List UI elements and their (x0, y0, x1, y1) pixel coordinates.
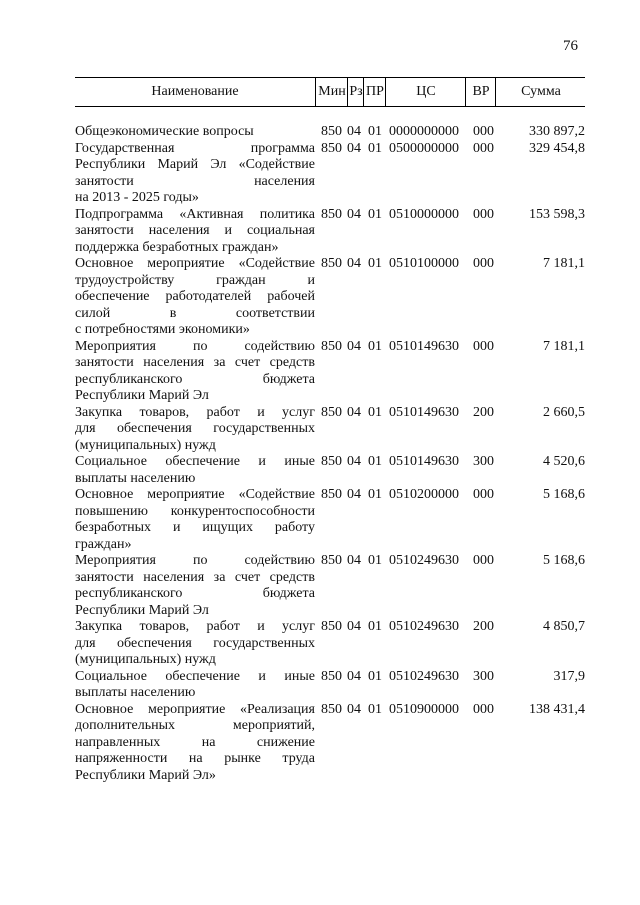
row-min: 850 (321, 553, 342, 568)
header-cs: ЦС (385, 78, 466, 106)
row-name-line: занятости населения за счет средств (75, 569, 315, 585)
row-rz: 04 (347, 206, 361, 222)
row-name (75, 256, 315, 339)
row-pr: 01 (368, 701, 382, 717)
row-pr: 01 (368, 256, 382, 271)
row-name-line: Государственная программа (75, 140, 315, 156)
row-min: 850 (321, 701, 342, 717)
row-pr: 01 (368, 553, 382, 568)
row-cs: 0000000000 (389, 124, 459, 139)
row-pr: 01 (368, 404, 382, 420)
header-min: Мин (315, 78, 348, 106)
row-name-line: Республики Марий Эл (75, 602, 209, 618)
row-name-line: на 2013 - 2025 годы» (75, 190, 199, 205)
table-row (75, 487, 585, 553)
row-name (75, 207, 315, 257)
row-sum: 330 897,2 (529, 124, 585, 139)
row-name-line: для обеспечения государственных (75, 421, 315, 436)
row-name-line: Основное мероприятие «Реализация (75, 701, 315, 717)
row-rz: 04 (347, 701, 361, 717)
row-name (75, 553, 315, 619)
row-cs: 0510149630 (389, 404, 459, 420)
row-sum: 4 520,6 (543, 454, 585, 469)
row-cs: 0510249630 (389, 553, 459, 568)
row-name-line: Социальное обеспечение и иные (75, 454, 315, 469)
row-name-line: Закупка товаров, работ и услуг (75, 404, 315, 420)
row-name-line: граждан» (75, 536, 132, 552)
row-name (75, 669, 315, 702)
row-sum: 2 660,5 (543, 404, 585, 420)
row-rz: 04 (347, 454, 361, 469)
row-vr: 000 (473, 553, 494, 568)
row-rz: 04 (347, 553, 361, 568)
table-row (75, 207, 585, 257)
row-rz: 04 (347, 487, 361, 502)
row-name-line: республиканского бюджета (75, 586, 315, 601)
row-cs: 0510249630 (389, 619, 459, 634)
row-vr: 300 (473, 668, 494, 684)
row-cs: 0510149630 (389, 338, 459, 354)
row-name-line: (муниципальных) нужд (75, 437, 216, 453)
row-sum: 329 454,8 (529, 140, 585, 156)
row-pr: 01 (368, 140, 382, 156)
row-name-line: занятости населения за счет средств (75, 355, 315, 370)
row-cs: 0510000000 (389, 206, 459, 222)
row-pr: 01 (368, 487, 382, 502)
row-name-line: Республики Марий Эл (75, 388, 209, 403)
table-row (75, 124, 585, 141)
row-name-line: для обеспечения государственных (75, 635, 315, 651)
row-sum: 4 850,7 (543, 619, 585, 634)
row-name-line: Закупка товаров, работ и услуг (75, 619, 315, 634)
row-name-line: повышению конкурентоспособности (75, 503, 315, 519)
budget-table (75, 77, 585, 784)
row-name (75, 141, 315, 207)
table-row (75, 702, 585, 785)
row-sum: 138 431,4 (529, 701, 585, 717)
row-name-line: республиканского бюджета (75, 371, 315, 387)
row-name-line: Социальное обеспечение и иные (75, 668, 315, 684)
row-name-line: Подпрограмма «Активная политика (75, 206, 315, 222)
row-rz: 04 (347, 140, 361, 156)
row-pr: 01 (368, 124, 382, 139)
row-name-line: безработных и ищущих работу (75, 520, 315, 535)
row-name-line: занятости населения (75, 173, 315, 189)
row-name-line: обеспечение работодателей рабочей (75, 289, 315, 304)
row-name-line: поддержка безработных граждан» (75, 239, 279, 255)
row-sum: 5 168,6 (543, 487, 585, 502)
row-name-line: выплаты населению (75, 470, 196, 486)
row-min: 850 (321, 338, 342, 354)
row-vr: 000 (473, 338, 494, 354)
row-name-line: напряженности на рынке труда (75, 751, 315, 766)
row-rz: 04 (347, 124, 361, 139)
row-name-line: Мероприятия по содействию (75, 338, 315, 354)
row-pr: 01 (368, 668, 382, 684)
table-header (75, 77, 585, 107)
row-min: 850 (321, 454, 342, 469)
row-name-line: выплаты населению (75, 685, 196, 700)
row-name-line: Основное мероприятие «Содействие (75, 487, 315, 502)
row-vr: 000 (473, 140, 494, 156)
row-vr: 000 (473, 487, 494, 502)
row-name (75, 124, 315, 141)
row-cs: 0510249630 (389, 668, 459, 684)
row-name-line: направленных на снижение (75, 734, 315, 750)
row-name-line: трудоустройству граждан и (75, 272, 315, 288)
table-row (75, 141, 585, 207)
row-rz: 04 (347, 619, 361, 634)
table-row (75, 405, 585, 455)
row-name-line: Общеэкономические вопросы (75, 124, 254, 139)
row-name (75, 405, 315, 455)
row-min: 850 (321, 206, 342, 222)
table-row (75, 669, 585, 702)
row-min: 850 (321, 256, 342, 271)
header-vr: ВР (465, 78, 496, 106)
row-rz: 04 (347, 404, 361, 420)
row-pr: 01 (368, 338, 382, 354)
row-min: 850 (321, 404, 342, 420)
header-rz: Рз (347, 78, 364, 106)
row-name (75, 702, 315, 785)
row-sum: 153 598,3 (529, 206, 585, 222)
row-name-line: Республики Марий Эл «Содействие (75, 157, 315, 172)
row-cs: 0500000000 (389, 140, 459, 156)
row-vr: 300 (473, 454, 494, 469)
row-name-line: с потребностями экономики» (75, 322, 250, 337)
row-name-line: дополнительных мероприятий, (75, 718, 315, 733)
row-vr: 200 (473, 619, 494, 634)
header-sum: Сумма (495, 78, 586, 106)
row-sum: 317,9 (553, 668, 585, 684)
row-rz: 04 (347, 256, 361, 271)
table-row (75, 619, 585, 669)
row-cs: 0510200000 (389, 487, 459, 502)
row-name (75, 619, 315, 669)
row-min: 850 (321, 124, 342, 139)
row-name-line: занятости населения и социальная (75, 223, 315, 238)
row-name (75, 454, 315, 487)
row-sum: 7 181,1 (543, 338, 585, 354)
row-cs: 0510100000 (389, 256, 459, 271)
table-row (75, 454, 585, 487)
header-name: Наименование (151, 84, 239, 99)
row-rz: 04 (347, 338, 361, 354)
row-vr: 000 (473, 256, 494, 271)
row-min: 850 (321, 487, 342, 502)
row-vr: 000 (473, 124, 494, 139)
table-row (75, 339, 585, 405)
header-pr: ПР (363, 78, 386, 106)
row-pr: 01 (368, 454, 382, 469)
row-pr: 01 (368, 206, 382, 222)
row-sum: 7 181,1 (543, 256, 585, 271)
row-rz: 04 (347, 668, 361, 684)
row-name (75, 339, 315, 405)
row-name-line: (муниципальных) нужд (75, 652, 216, 667)
row-min: 850 (321, 619, 342, 634)
row-name-line: Мероприятия по содействию (75, 553, 315, 568)
row-min: 850 (321, 140, 342, 156)
row-pr: 01 (368, 619, 382, 634)
row-name-line: Основное мероприятие «Содействие (75, 256, 315, 271)
table-row (75, 256, 585, 339)
row-name-line: Республики Марий Эл» (75, 767, 216, 783)
row-cs: 0510900000 (389, 701, 459, 717)
table-row (75, 553, 585, 619)
row-min: 850 (321, 668, 342, 684)
row-cs: 0510149630 (389, 454, 459, 469)
row-vr: 000 (473, 701, 494, 717)
row-name-line: силой в соответствии (75, 305, 315, 321)
row-sum: 5 168,6 (543, 553, 585, 568)
row-vr: 200 (473, 404, 494, 420)
row-name (75, 487, 315, 553)
page-number: 76 (563, 38, 578, 54)
row-vr: 000 (473, 206, 494, 222)
table-body (75, 124, 585, 784)
